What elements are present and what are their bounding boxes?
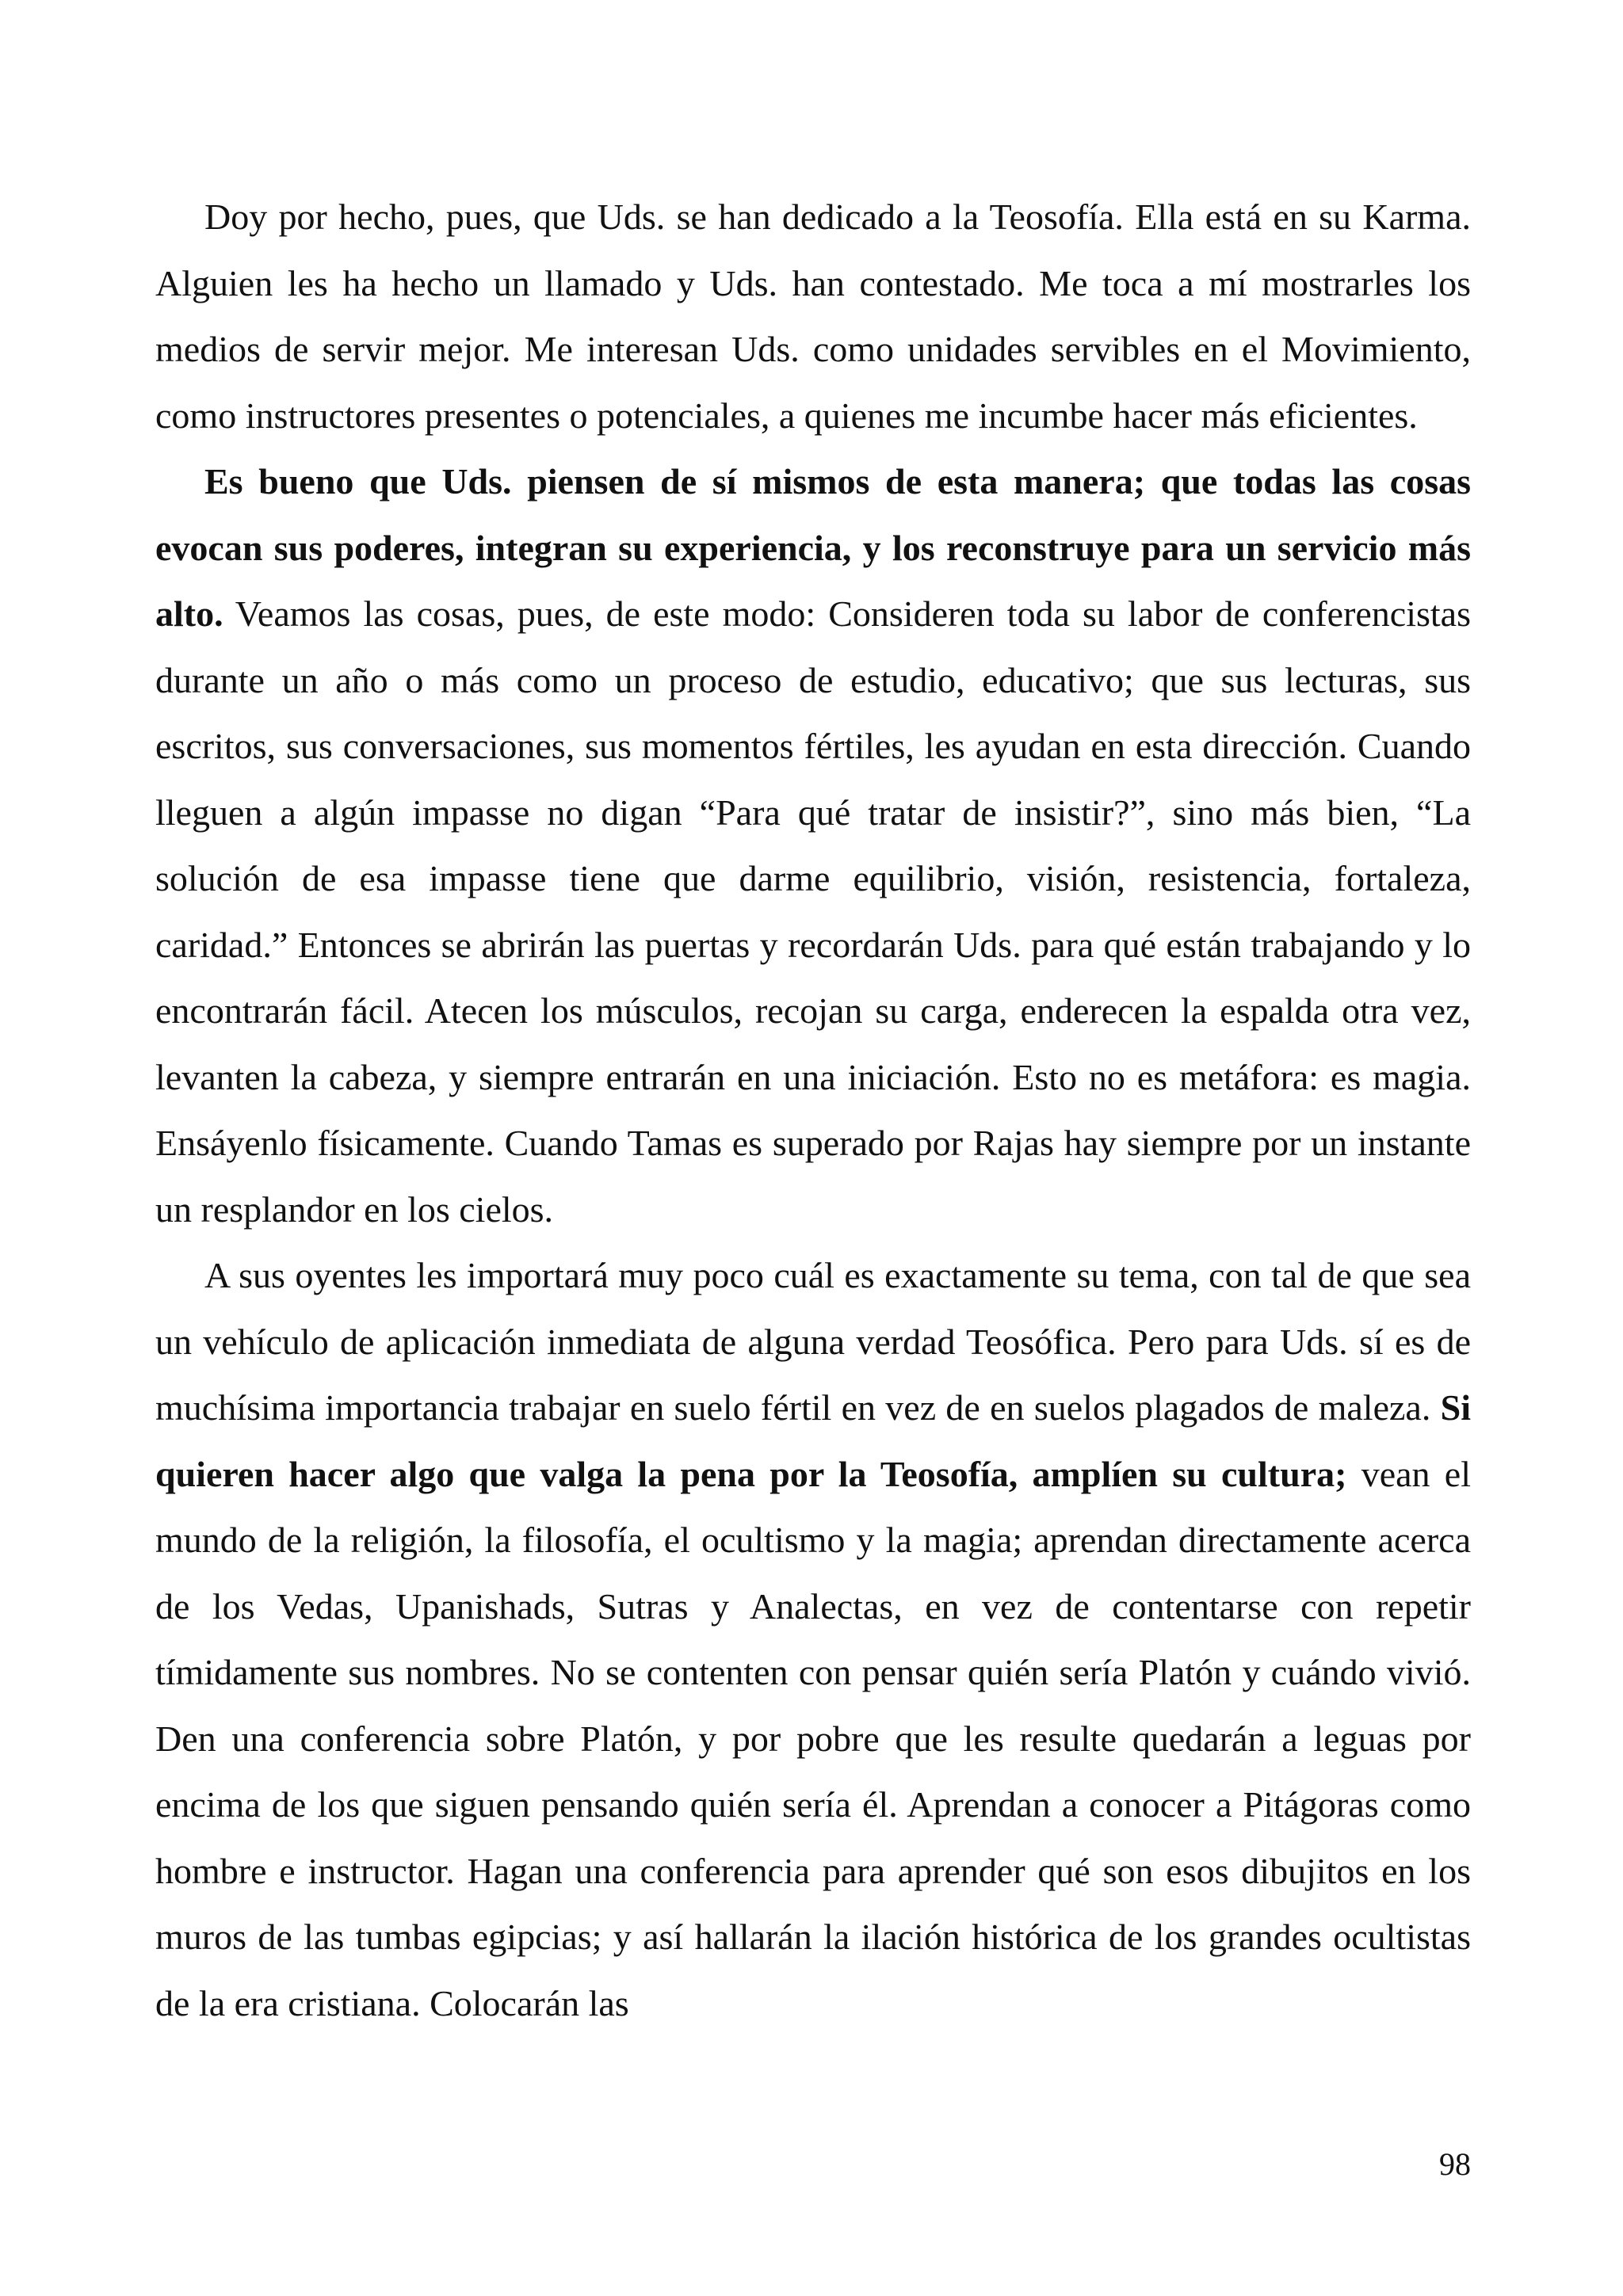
paragraph-2 xyxy=(155,448,1471,1242)
body-text xyxy=(155,184,1471,2036)
paragraph-3-text: A sus oyentes les importará muy poco cuál es exactamente su tema, con tal de que sea un vehículo de aplicación inmediata de alguna verdad Teosófica. Pero para Uds. sí es de muchísima importancia trabajar en suelo fértil en vez de en suelos plagados de maleza. xyxy=(155,1255,1471,1428)
page-number: 98 xyxy=(1439,2146,1471,2182)
paragraph-3-bold-text: Si quieren hacer algo que valga la pena por la Teosofía, amplíen su cultura; xyxy=(155,1387,1471,1494)
paragraph-3-text-continued: vean el mundo de la religión, la filosofía, el ocultismo y la magia; aprendan directamente acerca de los Vedas, Upanishads, Sutras y Analectas, en vez de contentarse con repetir tímidamente sus nombres. No se contenten con pensar quién sería Platón y cuándo vivió. Den una conferencia sobre Platón, y por pobre que les resulte quedarán a leguas por encima de los que siguen pensando quién sería él. Aprendan a conocer a Pitágoras como hombre e instructor. Hagan una conferencia para aprender qué son esos dibujitos en los muros de las tumbas egipcias; y así hallarán la ilación histórica de los grandes ocultistas de la era cristiana. Colocarán las xyxy=(155,1453,1471,2023)
paragraph-1-text: Doy por hecho, pues, que Uds. se han dedicado a la Teosofía. Ella está en su Karma. Alguien les ha hecho un llamado y Uds. han contestado. Me toca a mí mostrarles los medios de servir mejor. Me interesan Uds. como unidades servibles en el Movimiento, como instructores presentes o potenciales, a quienes me incumbe hacer más eficientes. xyxy=(155,196,1471,436)
paragraph-1 xyxy=(155,184,1471,448)
paragraph-2-text: Veamos las cosas, pues, de este modo: Consideren toda su labor de conferencistas durante un año o más como un proceso de estudio, educativo; que sus lecturas, sus escritos, sus conversaciones, sus momentos fértiles, les ayudan en esta dirección. Cuando lleguen a algún impasse no digan “Para qué tratar de insistir?”, sino más bien, “La solución de esa impasse tiene que darme equilibrio, visión, resistencia, fortaleza, caridad.” Entonces se abrirán las puertas y recordarán Uds. para qué están trabajando y lo encontrarán fácil. Atecen los músculos, recojan su carga, enderecen la espalda otra vez, levanten la cabeza, y siempre entrarán en una iniciación. Esto no es metáfora: es magia. Ensáyenlo físicamente. Cuando Tamas es superado por Rajas hay siempre por un instante un resplandor en los cielos. xyxy=(155,593,1471,1230)
paragraph-2-bold-text: Es bueno que Uds. piensen de sí mismos de esta manera; que todas las cosas evocan sus poderes, integran su experiencia, y los reconstruye para un servicio más alto. xyxy=(155,461,1471,634)
paragraph-3 xyxy=(155,1242,1471,2036)
